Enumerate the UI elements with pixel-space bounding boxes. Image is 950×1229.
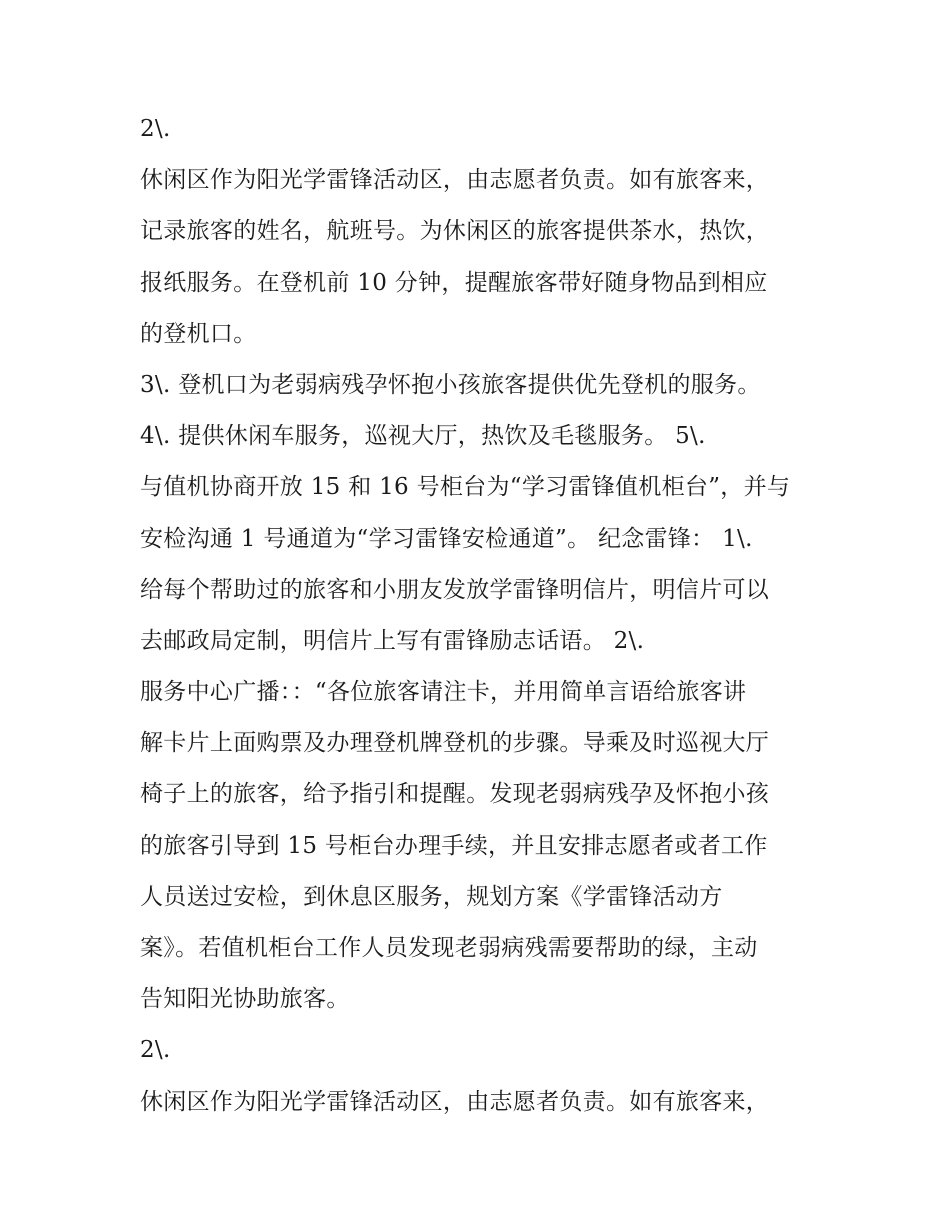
text-line: 告知阳光协助旅客。 [140,986,350,1013]
text-line: 报纸服务。在登机前 10 分钟，提醒旅客带好随身物品到相应 [140,269,768,296]
text-line: 4\. 提供休闲车服务，巡视大厅，热饮及毛毯服务。 5\. [140,423,706,450]
text-line: 3\. 登机口为老弱病残孕怀抱小孩旅客提供优先登机的服务。 [140,371,761,398]
document-body [140,104,830,1128]
text-line: 的旅客引导到 15 号柜台办理手续，并且安排志愿者或者工作 [140,832,768,859]
text-line: 椅子上的旅客，给予指引和提醒。发现老弱病残孕及怀抱小孩 [140,781,770,808]
text-line: 去邮政局定制，明信片上写有雷锋励志话语。 2\. [140,627,645,654]
text-line: 休闲区作为阳光学雷锋活动区，由志愿者负责。如有旅客来， [140,167,770,194]
text-line: 2\. [140,116,171,142]
text-line: 记录旅客的姓名，航班号。为休闲区的旅客提供茶水，热饮， [140,218,770,245]
text-line: 休闲区作为阳光学雷锋活动区，由志愿者负责。如有旅客来， [140,1088,770,1115]
text-line: 给每个帮助过的旅客和小朋友发放学雷锋明信片，明信片可以 [140,576,770,603]
text-line: 服务中心广播：：“各位旅客请注卡，并用简单言语给旅客讲 [140,679,747,706]
text-line: 的登机口。 [140,320,257,347]
text-line: 案》。若值机柜台工作人员发现老弱病残需要帮助的绿，主动 [140,935,758,961]
text-line: 安检沟通 1 号通道为“学习雷锋安检通道”。 纪念雷锋： 1\. [140,525,753,552]
text-line: 解卡片上面购票及办理登机牌登机的步骤。导乘及时巡视大厅 [140,730,770,757]
text-line: 2\. [140,1037,171,1064]
text-line: 人员送过安检，到休息区服务，规划方案《学雷锋活动方 [140,883,723,910]
text-line: 与值机协商开放 15 和 16 号柜台为“学习雷锋值机柜台”，并与 [140,474,791,501]
